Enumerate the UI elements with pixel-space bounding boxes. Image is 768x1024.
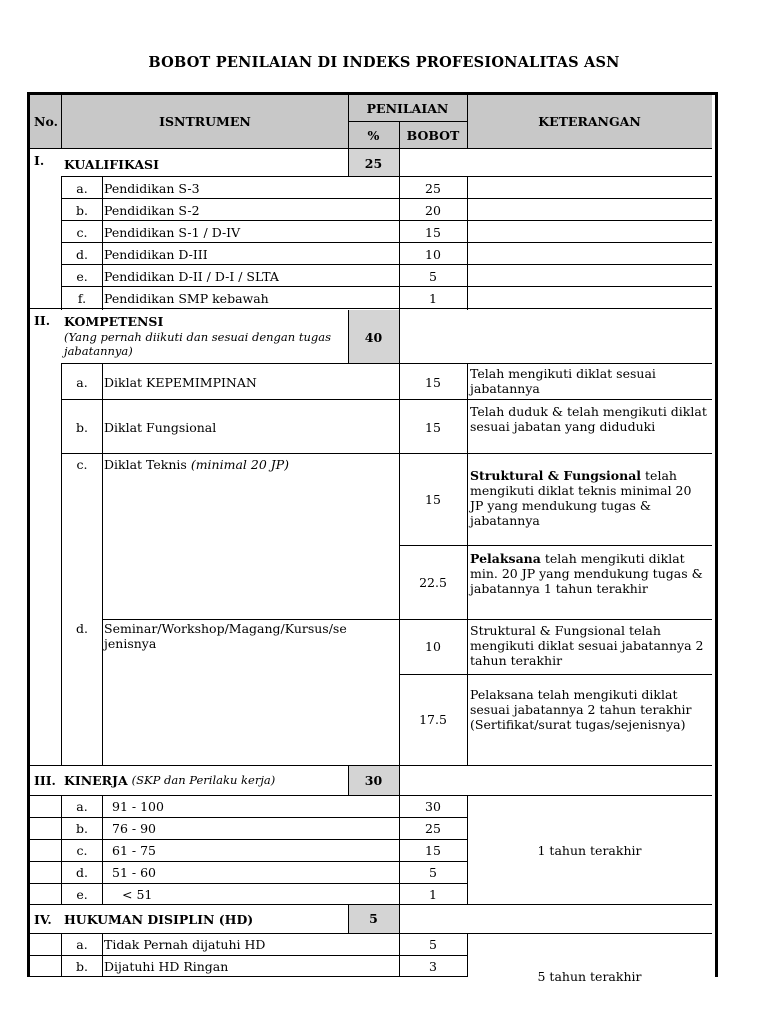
row-label: e. bbox=[76, 886, 88, 902]
grid-line bbox=[399, 674, 712, 675]
grid-line bbox=[399, 122, 400, 148]
row-bobot: 1 bbox=[429, 886, 437, 902]
row-keterangan: Pelaksana telah mengikuti diklat sesuai jabatannya 2 tahun terakhir (Sertifikat/surat tugas/sejenisnya) bbox=[470, 687, 692, 732]
grid-line bbox=[348, 121, 467, 122]
grid-line bbox=[61, 286, 712, 287]
grid-line bbox=[102, 795, 103, 905]
grid-line bbox=[30, 955, 467, 956]
grid-line bbox=[61, 220, 712, 221]
row-bobot: 17.5 bbox=[419, 711, 447, 727]
grid-line bbox=[102, 619, 712, 620]
grid-line bbox=[61, 795, 62, 905]
section-3-keterangan: 1 tahun terakhir bbox=[537, 842, 642, 858]
row-text: Dijatuhi HD Ringan bbox=[104, 958, 229, 974]
section-1-no: I. bbox=[34, 153, 45, 168]
row-bobot: 10 bbox=[425, 639, 441, 654]
grid-line bbox=[61, 176, 712, 177]
page-title: BOBOT PENILAIAN DI INDEKS PROFESIONALITAS ASN bbox=[148, 54, 620, 71]
row-label: c. bbox=[76, 224, 88, 240]
row-label: c. bbox=[76, 842, 88, 858]
grid-line bbox=[102, 364, 103, 765]
row-bobot: 25 bbox=[425, 820, 441, 836]
section-4-keterangan: 5 tahun terakhir bbox=[537, 969, 642, 984]
row-bobot: 5 bbox=[429, 936, 437, 952]
grid-line bbox=[61, 399, 712, 400]
grid-line bbox=[30, 861, 467, 862]
row-bobot: 1 bbox=[429, 290, 437, 306]
row-bobot: 10 bbox=[425, 246, 441, 262]
row-text: Pendidikan SMP kebawah bbox=[104, 290, 269, 306]
grid-line bbox=[30, 817, 467, 818]
row-label: a. bbox=[76, 180, 88, 196]
row-text: Tidak Pernah dijatuhi HD bbox=[104, 936, 266, 952]
row-keterangan: Telah mengikuti diklat sesuai jabatannya bbox=[470, 366, 656, 396]
grid-line bbox=[61, 363, 712, 364]
grid-line bbox=[30, 933, 712, 934]
row-label: d. bbox=[76, 864, 88, 880]
grid-line bbox=[61, 364, 62, 765]
row-text: Seminar/Workshop/Magang/Kursus/sejenisnya bbox=[104, 621, 347, 651]
header-keterangan: KETERANGAN bbox=[467, 95, 712, 148]
grid-line bbox=[467, 95, 468, 148]
row-bobot: 22.5 bbox=[419, 574, 447, 590]
grid-line bbox=[61, 198, 712, 199]
grid-line bbox=[467, 364, 468, 765]
grid-line bbox=[61, 264, 712, 265]
row-text: Pendidikan S-3 bbox=[104, 180, 200, 196]
row-label: b. bbox=[76, 958, 88, 974]
row-label: b. bbox=[76, 419, 88, 435]
grid-line bbox=[30, 308, 712, 309]
row-label: a. bbox=[76, 936, 88, 952]
row-text: 91 - 100 bbox=[112, 798, 164, 814]
grid-line bbox=[61, 177, 62, 310]
grid-line bbox=[30, 976, 467, 977]
section-2-subtitle: (Yang pernah diikuti dan sesuai dengan tugas jabatannya) bbox=[64, 330, 331, 358]
grid-line bbox=[102, 177, 103, 310]
section-1-title: KUALIFIKASI bbox=[64, 156, 159, 172]
grid-line bbox=[467, 177, 468, 310]
grid-line bbox=[467, 795, 712, 796]
grid-line bbox=[348, 904, 349, 933]
section-2-no: II. bbox=[34, 313, 51, 328]
row-bobot: 15 bbox=[425, 374, 441, 390]
section-1-percent: 25 bbox=[348, 149, 399, 177]
row-text: Pendidikan D-II / D-I / SLTA bbox=[104, 268, 279, 284]
row-text: Diklat KEPEMIMPINAN bbox=[104, 374, 257, 390]
row-text: Diklat Fungsional bbox=[104, 419, 217, 435]
row-text: 51 - 60 bbox=[112, 864, 156, 880]
row-bobot: 5 bbox=[429, 268, 437, 284]
row-bobot: 15 bbox=[425, 842, 441, 858]
row-text: 76 - 90 bbox=[112, 820, 156, 836]
section-3-title: KINERJA (SKP dan Perilaku kerja) bbox=[64, 772, 276, 788]
row-label: d. bbox=[76, 246, 88, 262]
row-label: a. bbox=[76, 374, 88, 390]
row-bobot: 15 bbox=[425, 419, 441, 435]
section-3-percent: 30 bbox=[348, 765, 399, 795]
row-text: Diklat Teknis (minimal 20 JP) bbox=[104, 457, 290, 472]
grid-line bbox=[30, 795, 467, 796]
row-text: Pendidikan S-1 / D-IV bbox=[104, 224, 241, 240]
row-label: a. bbox=[76, 798, 88, 814]
row-bobot: 25 bbox=[425, 180, 441, 196]
row-bobot: 15 bbox=[425, 492, 441, 507]
grid-line bbox=[348, 310, 349, 364]
grid-line bbox=[30, 765, 712, 766]
header-percent: % bbox=[348, 122, 399, 148]
row-bobot: 3 bbox=[429, 958, 437, 974]
row-keterangan: Struktural & Fungsional telah mengikuti diklat teknis minimal 20 JP yang mendukung tugas & jabatannya bbox=[470, 468, 692, 528]
grid-line bbox=[61, 95, 62, 148]
row-label: c. bbox=[76, 456, 88, 472]
grid-line bbox=[399, 545, 712, 546]
row-bobot: 15 bbox=[425, 224, 441, 240]
grid-line bbox=[30, 904, 712, 905]
row-label: b. bbox=[76, 202, 88, 218]
row-keterangan: Pelaksana telah mengikuti diklat min. 20 JP yang mendukung tugas & jabatannya 1 tahun terakhir bbox=[470, 551, 703, 596]
grid-line bbox=[348, 149, 349, 177]
row-text: 61 - 75 bbox=[112, 842, 156, 858]
section-4-no: IV. bbox=[34, 911, 52, 927]
row-bobot: 5 bbox=[429, 864, 437, 880]
grid-line bbox=[30, 839, 467, 840]
header-instrumen: ISNTRUMEN bbox=[62, 95, 348, 148]
section-4-percent: 5 bbox=[348, 904, 399, 933]
row-label: b. bbox=[76, 820, 88, 836]
row-text: < 51 bbox=[122, 886, 153, 902]
grid-line bbox=[467, 795, 468, 905]
header-no: No. bbox=[30, 95, 62, 148]
grid-line bbox=[30, 148, 712, 149]
row-keterangan: Struktural & Fungsional telah mengikuti diklat sesuai jabatannya 2 tahun terakhir bbox=[470, 623, 704, 668]
section-3-no: III. bbox=[34, 772, 56, 788]
section-2-percent: 40 bbox=[348, 310, 399, 364]
row-text: Pendidikan S-2 bbox=[104, 202, 200, 218]
row-text: Pendidikan D-III bbox=[104, 246, 208, 262]
weight-table bbox=[27, 92, 718, 984]
row-keterangan: Telah duduk & telah mengikuti diklat sesuai jabatan yang diduduki bbox=[470, 404, 707, 434]
row-label: e. bbox=[76, 268, 88, 284]
row-label: d. bbox=[76, 620, 88, 636]
row-bobot: 20 bbox=[425, 202, 441, 218]
grid-line bbox=[61, 453, 712, 454]
row-bobot: 30 bbox=[425, 798, 441, 814]
row-label: f. bbox=[77, 290, 87, 306]
grid-line bbox=[348, 765, 349, 795]
grid-line bbox=[61, 242, 712, 243]
grid-line bbox=[467, 933, 468, 977]
section-2-title: KOMPETENSI bbox=[64, 314, 164, 329]
header-penilaian: PENILAIAN bbox=[348, 95, 467, 122]
header-bobot: BOBOT bbox=[399, 122, 467, 148]
grid-line bbox=[399, 149, 400, 977]
section-4-title: HUKUMAN DISIPLIN (HD) bbox=[64, 911, 254, 927]
grid-line bbox=[30, 883, 467, 884]
